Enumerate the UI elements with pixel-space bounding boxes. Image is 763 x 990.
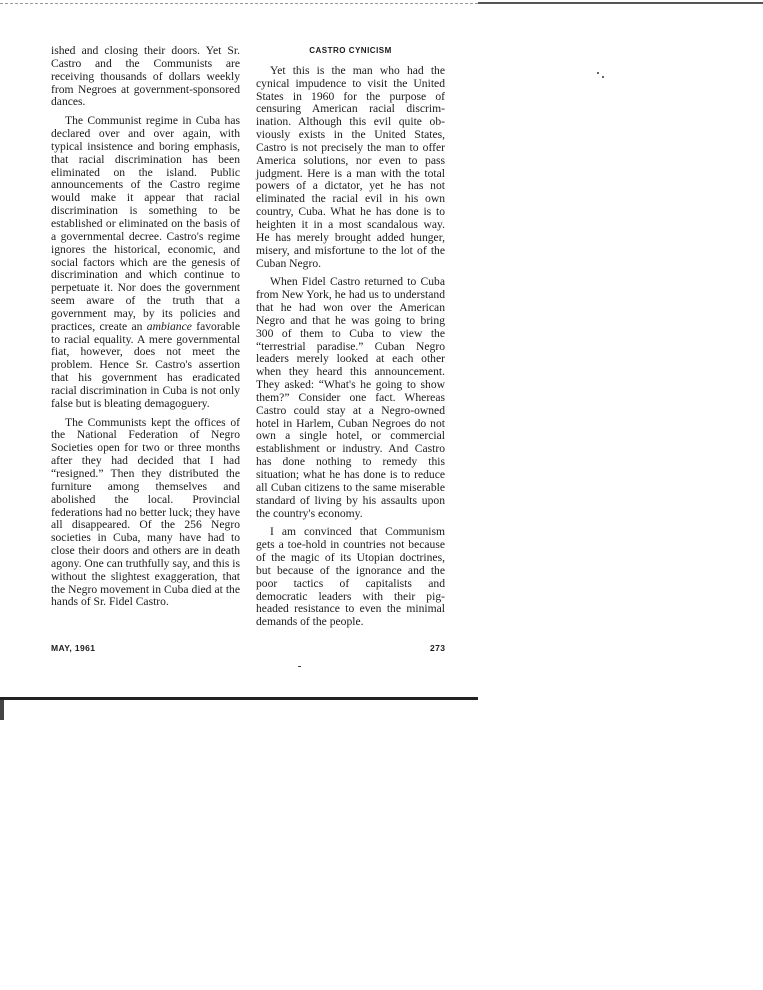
footer-page-number: 273 bbox=[430, 643, 446, 653]
right-column bbox=[256, 45, 445, 635]
scan-speck bbox=[602, 76, 604, 78]
bottom-scan-rule bbox=[0, 697, 478, 700]
italic-word-ambiance: ambiance bbox=[146, 319, 192, 333]
right-paragraph-2: When Fidel Castro returned to Cuba from New York, he had us to understand that he had won over the American Negro and that he was going to bring 300 of them to Cuba to view the “terrestrial paradise.” Cuban Negro leaders merely looked at each other when they heard this announcement. They asked: “What's he going to show them?” Consider one fact. Whereas Castro could stay at a Negro-owned hotel in Harlem, Cuban Negroes do not own a single hotel, or commercial establishment or industry. And Castro has done nothing to remedy this situation; what he has done is to reduce all Cuban citizens to the same miserable standard of living by his assaults upon the country's economy. bbox=[256, 275, 445, 520]
scan-speck bbox=[298, 666, 301, 667]
bottom-scan-rule-tail bbox=[0, 700, 4, 720]
right-paragraph-3: I am convinced that Communism gets a toe-hold in countries not because of the magic of its Utopian doctrines, but because of the ignorance and the poor tactics of capitalists and democratic leaders with their pig-headed resistance to even the minimal demands of the people. bbox=[256, 525, 445, 629]
top-scan-rule-heavy bbox=[478, 2, 763, 4]
footer-date: MAY, 1961 bbox=[51, 643, 96, 653]
left-paragraph-3: The Communists kept the offices of the National Federation of Negro Societies open for two or three months after they had decided that I had “resigned.” Then they distributed the furniture among themselves and abolished the local. Provincial federations had no better luck; they have all disappeared. Of the 256 Negro societies in Cuba, many have had to close their doors and others are in death agony. One can truthfully say, and this is without the slightest exaggeration, that the Negro movement in Cuba died at the hands of Sr. Fidel Castro. bbox=[51, 415, 240, 609]
left-column bbox=[51, 45, 240, 615]
left-paragraph-2-text: The Communist regime in Cuba has declared over and over again, with typical insistence and boring emphasis, that racial discrimination has been eliminated on the island. Public announcements of the Castro regime would make it appear that racial discrimination is something to be established or eliminated on the basis of a governmental decree. Castro's regime ignores the historical, economic, and social factors which are the genesis of discrimination and which continue to perpetuate it. Nor does the government seem aware of the truth that a government may, by its policies and practices, create an bbox=[51, 114, 240, 333]
scan-speck bbox=[597, 72, 599, 74]
left-paragraph-2 bbox=[51, 115, 240, 410]
right-paragraph-1: Yet this is the man who had the cynical impudence to visit the United States in 1960 for the purpose of censuring American racial discrimination. Although this evil quite obviously exists in the United States, Castro is not precisely the man to offer America solutions, nor even to pass judgment. Here is a man with the total powers of a dictator, yet he has not eliminated the racial evil in his own country, Cuba. What he has done is to heighten it in a most scandalous way. He has merely brought added hunger, misery, and misfortune to the lot of the Cuban Negro. bbox=[256, 63, 445, 270]
left-paragraph-2-continuation: favorable to racial equality. A mere governmental fiat, however, does not meet the problem. Hence Sr. Castro's assertion that his government has eradicated racial discrimination in Cuba is not only false but is bleating demagoguery. bbox=[51, 319, 240, 410]
left-paragraph-1: ished and closing their doors. Yet Sr. Castro and the Communists are receiving thousands of dollars weekly from Negroes at government-sponsored dances. bbox=[51, 44, 240, 109]
running-head: CASTRO CYNICISM bbox=[309, 46, 392, 55]
